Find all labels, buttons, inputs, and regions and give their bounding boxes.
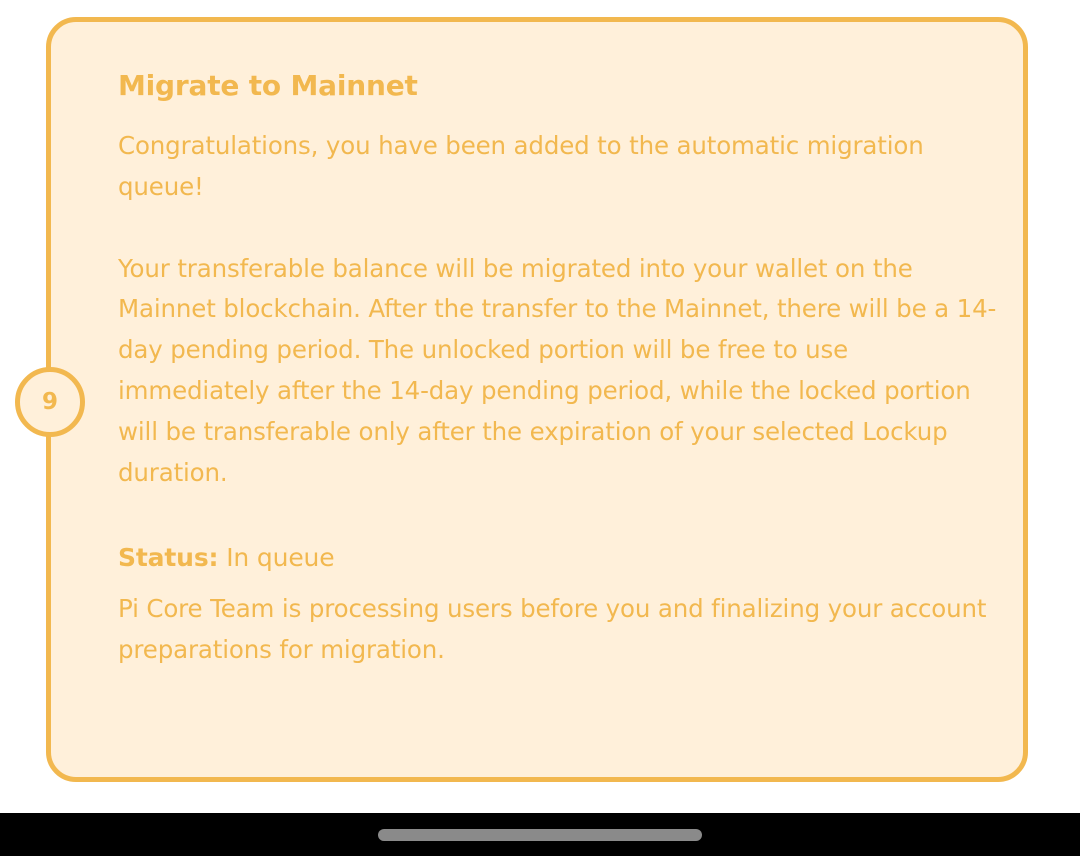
home-indicator-handle[interactable] — [378, 829, 702, 841]
status-detail-text: Pi Core Team is processing users before you and finalizing your account preparations for migration. — [118, 594, 987, 665]
step-title: Migrate to Mainnet — [118, 69, 418, 102]
congratulations-text: Congratulations, you have been added to the automatic migration queue! — [118, 131, 924, 201]
migration-explanation-text: Your transferable balance will be migrated into your wallet on the Mainnet blockchain. After the transfer to the Mainnet, there will be a 14-day pending period. The unlocked portion will be free to use immediately after the 14-day pending period, while the locked portion will be transferable only after the expiration of your selected Lockup duration. — [118, 253, 997, 487]
status-line — [118, 540, 998, 576]
system-navigation-bar — [0, 813, 1080, 856]
step-number-badge: 9 — [15, 367, 85, 437]
step-content — [118, 66, 998, 671]
status-value: In queue — [218, 543, 335, 573]
status-label: Status: — [118, 543, 219, 573]
